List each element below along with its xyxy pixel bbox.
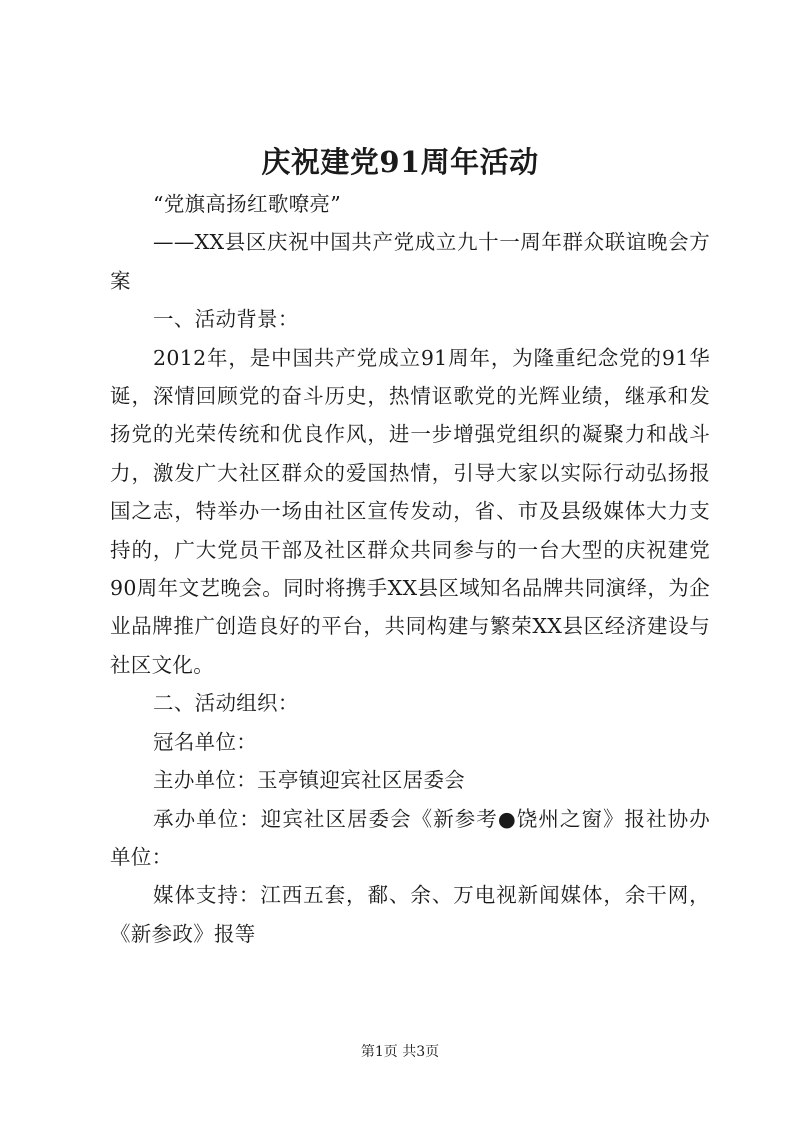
organizer-line: 承办单位：迎宾社区居委会《新参考●饶州之窗》报社协办单位： — [110, 806, 710, 869]
page-footer: 第1页 共3页 — [360, 1044, 440, 1060]
background-paragraph: 2012年，是中国共产党成立91周年，为隆重纪念党的91华诞，深情回顾党的奋斗历史，热情讴歌党的光辉业绩，继承和发扬党的光荣传统和优良作风，进一步增强党组织的凝聚力和战斗力，激发广大社区群众的爱国热情，引导大家以实际行动弘扬报国之志，特举办一场由社区宣传发动，省、市及县级媒体大力支持的，广大党员干部及社区群众共同参与的一台大型的庆祝建党90周年文艺晚会。同时将携手XX县区域知名品牌共同演绎，为企业品牌推广创造良好的平台，共同构建与繁荣XX县区经济建设与社区文化。 — [110, 345, 710, 677]
document-title: 庆祝建党91周年活动 — [261, 145, 539, 179]
section-heading-organization: 二、活动组织： — [153, 691, 299, 716]
document-body — [110, 185, 710, 953]
slogan-paragraph: “党旗高扬红歌嘹亮” — [153, 192, 342, 216]
media-support-line: 媒体支持：江西五套，鄱、余、万电视新闻媒体，余干网，《新参政》报等 — [110, 883, 710, 946]
host-line: 主办单位：玉亭镇迎宾社区居委会 — [153, 768, 466, 793]
subtitle-paragraph: ——XX县区庆祝中国共产党成立九十一周年群众联谊晚会方案 — [110, 230, 710, 293]
sponsor-line: 冠名单位： — [153, 729, 258, 754]
section-heading-background: 一、活动背景： — [153, 307, 299, 332]
